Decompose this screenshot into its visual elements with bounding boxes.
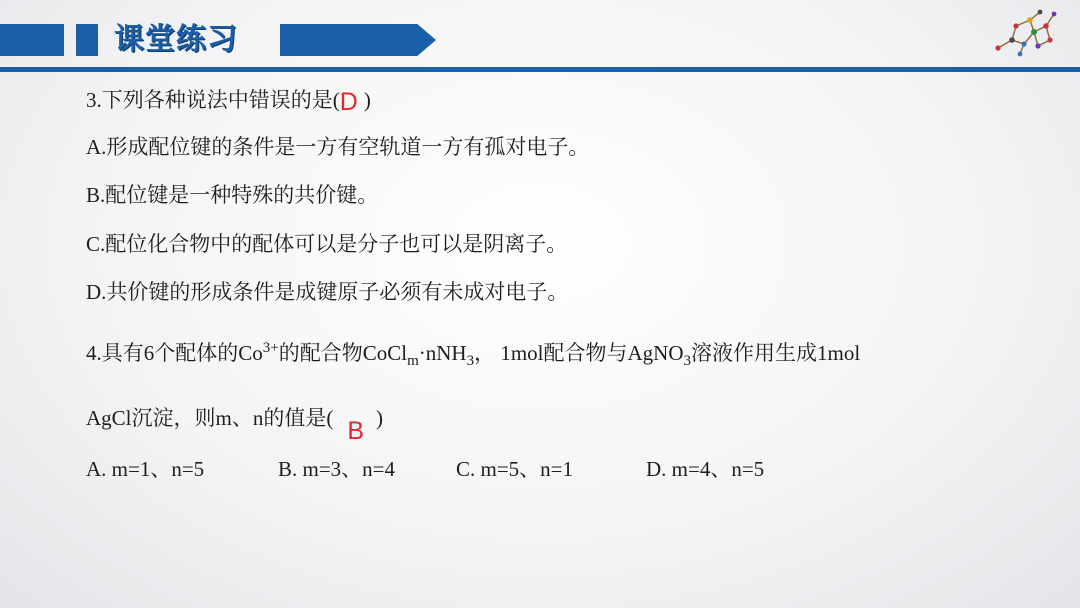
question-4-option-b: B. m=3、n=4 (278, 457, 396, 481)
question-4-text-5: 溶液作用生成1mol (691, 341, 861, 365)
chlorine-count-subscript: m (407, 353, 419, 370)
question-3-option-a: A.形成配位键的条件是一方有空轨道一方有孤对电子。 (86, 135, 590, 159)
question-4-answer: B (347, 417, 365, 445)
question-4-answer-blank (333, 416, 364, 447)
header-bar-left-small (76, 24, 98, 56)
question-4-stem-close: ) (376, 406, 384, 430)
question-4-text-1: 4.具有6个配体的Co (86, 341, 263, 365)
question-4-option-a: A. m=1、n=5 (86, 457, 205, 481)
slide-header (0, 0, 1080, 78)
question-3-option-b: B.配位键是一种特殊的共价键。 (86, 183, 379, 207)
nitrate-subscript: 3 (683, 353, 692, 370)
question-3-option-c: C.配位化合物中的配体可以是分子也可以是阴离子。 (86, 232, 568, 256)
question-4-option-c: C. m=5、n=1 (456, 457, 574, 481)
question-3-stem-text: 3.下列各种说法中错误的是( (86, 88, 340, 112)
molecule-model-icon (990, 4, 1062, 60)
question-4-stem-line-2 (86, 402, 384, 445)
question-4-text-4: ， 1mol配合物与AgNO (474, 341, 684, 365)
ammonia-subscript: 3 (466, 353, 475, 370)
section-title: 课堂练习 (114, 22, 238, 57)
question-4-stem-line-1 (86, 338, 860, 368)
header-arrow-bar (280, 24, 436, 56)
header-divider-line (0, 67, 1080, 72)
question-3-stem-close: ) (363, 88, 371, 112)
question-4-text-2: 的配合物CoCl (278, 341, 408, 365)
question-3-option-d: D.共价键的形成条件是成键原子必须有未成对电子。 (86, 280, 569, 304)
header-bar-left (0, 24, 64, 56)
question-3-answer-blank (340, 87, 358, 118)
cobalt-charge-superscript: 3+ (262, 340, 279, 356)
question-4-text-3: ·nNH (418, 341, 467, 365)
question-4-option-d: D. m=4、n=5 (646, 457, 765, 481)
question-3-stem (86, 84, 371, 115)
question-4-stem-text-2: AgCl沉淀，则m、n的值是( (86, 406, 334, 430)
question-3-answer: D (339, 88, 358, 116)
